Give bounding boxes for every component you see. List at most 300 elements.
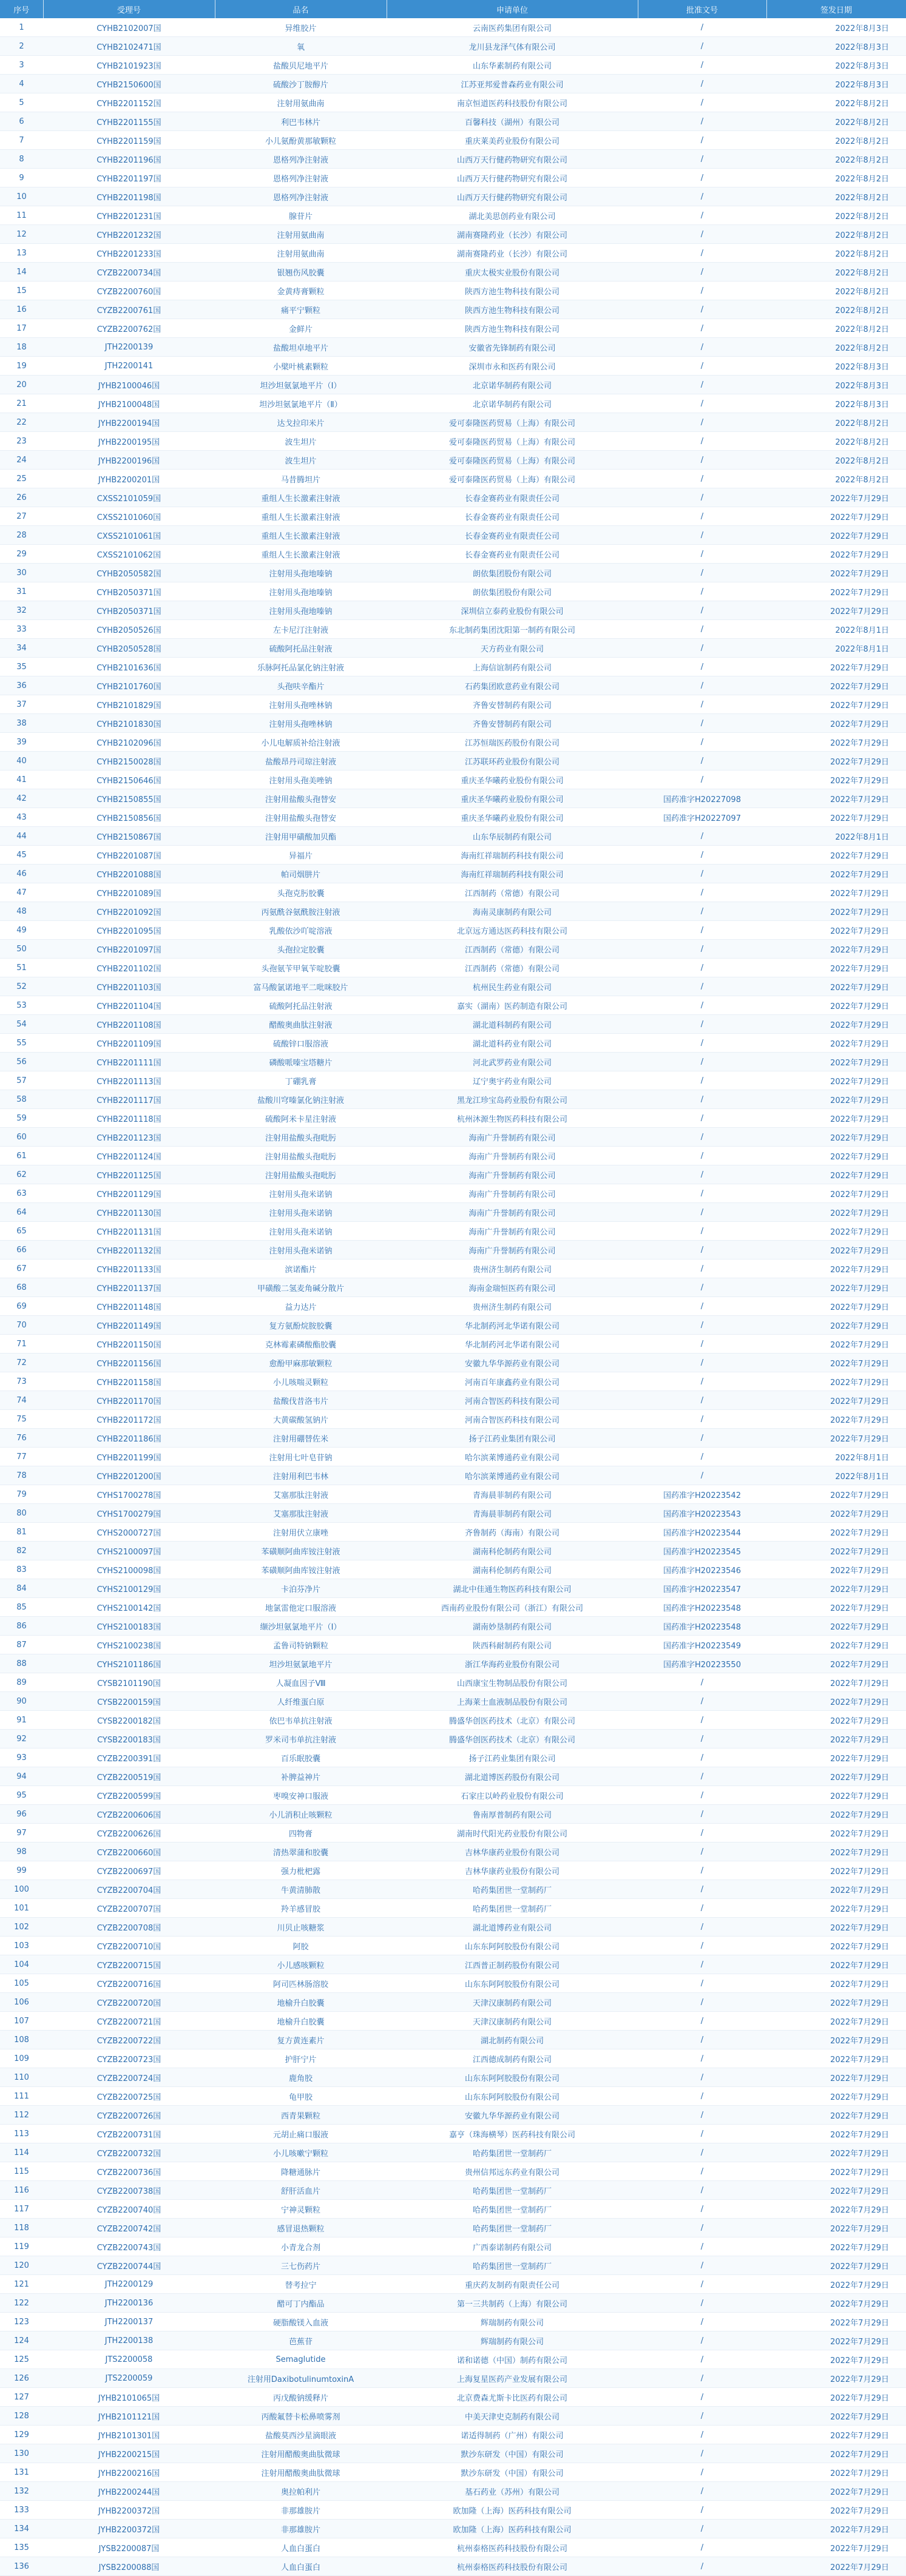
serial-cell: 48 <box>0 902 43 921</box>
acceptance-number-cell: CYHB2050371国 <box>43 601 215 620</box>
table-row <box>0 37 906 56</box>
product-name-cell: 丙戊酸钠缓释片 <box>215 2388 387 2407</box>
acceptance-number-cell: CYHB2201131国 <box>43 1222 215 1241</box>
acceptance-number-cell: JTS2200059 <box>43 2369 215 2388</box>
acceptance-number-cell: CYHB2050528国 <box>43 639 215 658</box>
acceptance-number-cell: CYHB2102096国 <box>43 733 215 752</box>
issue-date-cell: 2022年8月2日 <box>766 470 906 488</box>
applicant-cell: 海南金瑞恒医药有限公司 <box>387 1278 638 1297</box>
applicant-cell: 山东东阿阿胶股份有限公司 <box>387 1974 638 1993</box>
table-row <box>0 2012 906 2031</box>
issue-date-cell: 2022年7月29日 <box>766 2332 906 2350</box>
approval-number-cell: / <box>638 2162 766 2181</box>
issue-date-cell: 2022年7月29日 <box>766 1335 906 1354</box>
issue-date-cell: 2022年7月29日 <box>766 658 906 676</box>
table-row <box>0 2031 906 2049</box>
applicant-cell: 海南广升誉制药有限公司 <box>387 1241 638 1259</box>
approval-number-cell: / <box>638 1222 766 1241</box>
applicant-cell: 哈尔滨莱博通药业有限公司 <box>387 1466 638 1485</box>
issue-date-cell: 2022年8月2日 <box>766 93 906 112</box>
applicant-cell: 山东华素制药有限公司 <box>387 56 638 75</box>
acceptance-number-cell: CYHB2201118国 <box>43 1109 215 1128</box>
applicant-cell: 东北制药集团沈阳第一制药有限公司 <box>387 620 638 639</box>
acceptance-number-cell: CYHB2201133国 <box>43 1259 215 1278</box>
acceptance-number-cell: CYHB2050582国 <box>43 564 215 582</box>
approval-number-cell: 国药准字H20223545 <box>638 1542 766 1560</box>
product-name-cell: 富马酸氯诺地平二吡咪胶片 <box>215 977 387 996</box>
serial-cell: 115 <box>0 2162 43 2181</box>
serial-cell: 70 <box>0 1316 43 1335</box>
serial-cell: 100 <box>0 1880 43 1899</box>
applicant-cell: 杭州民生药业有限公司 <box>387 977 638 996</box>
issue-date-cell: 2022年7月29日 <box>766 977 906 996</box>
acceptance-number-cell: CYHB2201172国 <box>43 1410 215 1429</box>
serial-cell: 30 <box>0 564 43 582</box>
applicant-cell: 青海晨菲制药有限公司 <box>387 1504 638 1523</box>
approval-number-cell: 国药准字H20223542 <box>638 1485 766 1504</box>
issue-date-cell: 2022年8月3日 <box>766 37 906 56</box>
product-name-cell: 注射用醋酸奥曲肽微球 <box>215 2463 387 2482</box>
product-name-cell: 地榆升白胶囊 <box>215 2012 387 2031</box>
product-name-cell: 小青龙合剂 <box>215 2237 387 2256</box>
acceptance-number-cell: JYHB2200244国 <box>43 2482 215 2501</box>
table-row <box>0 1899 906 1918</box>
issue-date-cell: 2022年7月29日 <box>766 996 906 1015</box>
applicant-cell: 海南红祥瑞制药科技有限公司 <box>387 846 638 865</box>
table-row <box>0 1335 906 1354</box>
applicant-cell: 陕西方池生物科技有限公司 <box>387 319 638 338</box>
applicant-cell: 云南医药集团有限公司 <box>387 18 638 37</box>
table-row <box>0 2520 906 2538</box>
serial-cell: 107 <box>0 2012 43 2031</box>
approval-number-cell: / <box>638 1184 766 1203</box>
issue-date-cell: 2022年7月29日 <box>766 1354 906 1372</box>
acceptance-number-cell: CYHB2201152国 <box>43 93 215 112</box>
acceptance-number-cell: CYHB2201186国 <box>43 1429 215 1448</box>
product-name-cell: 舒肝活血片 <box>215 2181 387 2200</box>
issue-date-cell: 2022年7月29日 <box>766 2275 906 2294</box>
applicant-cell: 爱可泰隆医药贸易（上海）有限公司 <box>387 451 638 470</box>
applicant-cell: 长春金赛药业有限责任公司 <box>387 545 638 564</box>
table-row <box>0 1090 906 1109</box>
issue-date-cell: 2022年7月29日 <box>766 2181 906 2200</box>
issue-date-cell: 2022年7月29日 <box>766 902 906 921</box>
acceptance-number-cell: CYZB2200738国 <box>43 2181 215 2200</box>
product-name-cell: 宁神灵颗粒 <box>215 2200 387 2219</box>
acceptance-number-cell: CYHS2100098国 <box>43 1560 215 1579</box>
issue-date-cell: 2022年7月29日 <box>766 1692 906 1711</box>
issue-date-cell: 2022年8月2日 <box>766 319 906 338</box>
table-row <box>0 883 906 902</box>
product-name-cell: 注射用盐酸头孢替安 <box>215 789 387 808</box>
applicant-cell: 杭州泰格医药科技股份有限公司 <box>387 2538 638 2557</box>
serial-cell: 120 <box>0 2256 43 2275</box>
applicant-cell: 江苏恒瑞医药股份有限公司 <box>387 733 638 752</box>
serial-cell: 31 <box>0 582 43 601</box>
product-name-cell: 鹿角胶 <box>215 2068 387 2087</box>
issue-date-cell: 2022年8月1日 <box>766 1448 906 1466</box>
product-name-cell: 大黄碳酸氢钠片 <box>215 1410 387 1429</box>
approval-number-cell: / <box>638 1824 766 1843</box>
serial-cell: 73 <box>0 1372 43 1391</box>
serial-cell: 76 <box>0 1429 43 1448</box>
acceptance-number-cell: CYZB2200704国 <box>43 1880 215 1899</box>
serial-cell: 81 <box>0 1523 43 1542</box>
serial-cell: 75 <box>0 1410 43 1429</box>
table-row <box>0 131 906 150</box>
approval-number-cell: / <box>638 2200 766 2219</box>
acceptance-number-cell: JYHB2200196国 <box>43 451 215 470</box>
serial-cell: 57 <box>0 1071 43 1090</box>
table-row <box>0 1579 906 1598</box>
serial-cell: 14 <box>0 263 43 282</box>
table-row <box>0 1071 906 1090</box>
product-name-cell: 注射用氨曲南 <box>215 93 387 112</box>
issue-date-cell: 2022年8月2日 <box>766 187 906 206</box>
product-name-cell: 重组人生长激素注射液 <box>215 545 387 564</box>
approval-number-cell: / <box>638 2275 766 2294</box>
acceptance-number-cell: JYSB2200088国 <box>43 2557 215 2576</box>
product-name-cell: 替考拉宁 <box>215 2275 387 2294</box>
acceptance-number-cell: CYZB2200626国 <box>43 1824 215 1843</box>
approval-number-cell: / <box>638 959 766 977</box>
applicant-cell: 海南广升誉制药有限公司 <box>387 1184 638 1203</box>
issue-date-cell: 2022年8月1日 <box>766 827 906 846</box>
issue-date-cell: 2022年7月29日 <box>766 1184 906 1203</box>
serial-cell: 34 <box>0 639 43 658</box>
applicant-cell: 朗依集团股份有限公司 <box>387 582 638 601</box>
approval-number-cell: / <box>638 2520 766 2538</box>
applicant-cell: 江苏亚邦爱普森药业有限公司 <box>387 75 638 93</box>
applicant-cell: 海南广升誉制药有限公司 <box>387 1128 638 1147</box>
acceptance-number-cell: CYZB2200721国 <box>43 2012 215 2031</box>
approval-number-cell: / <box>638 714 766 733</box>
table-row <box>0 2219 906 2237</box>
issue-date-cell: 2022年7月29日 <box>766 2407 906 2426</box>
serial-cell: 112 <box>0 2106 43 2125</box>
product-name-cell: 小儿氨酚黄那敏颗粒 <box>215 131 387 150</box>
approval-number-cell: / <box>638 507 766 526</box>
issue-date-cell: 2022年7月29日 <box>766 1748 906 1767</box>
table-row <box>0 2444 906 2463</box>
product-name-cell: 磷酸哌嗪宝塔糖片 <box>215 1053 387 1071</box>
product-name-cell: 硬脂酸镁入血液 <box>215 2313 387 2332</box>
table-row <box>0 1147 906 1165</box>
acceptance-number-cell: CYHB2201097国 <box>43 940 215 959</box>
table-row <box>0 1504 906 1523</box>
approval-number-cell: / <box>638 1748 766 1767</box>
approval-number-cell: 国药准字H20223546 <box>638 1560 766 1579</box>
table-row <box>0 1523 906 1542</box>
approval-number-cell: 国药准字H20223549 <box>638 1636 766 1654</box>
issue-date-cell: 2022年7月29日 <box>766 770 906 789</box>
table-row <box>0 1466 906 1485</box>
serial-cell: 10 <box>0 187 43 206</box>
product-name-cell: 依巴韦单抗注射液 <box>215 1711 387 1730</box>
applicant-cell: 湖南赛隆药业（长沙）有限公司 <box>387 244 638 263</box>
acceptance-number-cell: CYHB2201170国 <box>43 1391 215 1410</box>
product-name-cell: 重组人生长激素注射液 <box>215 488 387 507</box>
issue-date-cell: 2022年7月29日 <box>766 2237 906 2256</box>
serial-cell: 96 <box>0 1805 43 1824</box>
table-row <box>0 1748 906 1767</box>
applicant-cell: 深圳市永和医药有限公司 <box>387 357 638 376</box>
serial-cell: 132 <box>0 2482 43 2501</box>
serial-cell: 23 <box>0 432 43 451</box>
product-name-cell: 盐酸伐昔洛韦片 <box>215 1391 387 1410</box>
applicant-cell: 安徽九华华源药业有限公司 <box>387 2106 638 2125</box>
serial-cell: 126 <box>0 2369 43 2388</box>
product-name-cell: 头孢氨苄甲氧苄啶胶囊 <box>215 959 387 977</box>
acceptance-number-cell: CYHS2100129国 <box>43 1579 215 1598</box>
serial-cell: 122 <box>0 2294 43 2313</box>
table-row <box>0 639 906 658</box>
acceptance-number-cell: CXSS2101060国 <box>43 507 215 526</box>
issue-date-cell: 2022年7月29日 <box>766 2426 906 2444</box>
applicant-cell: 齐鲁制药（海南）有限公司 <box>387 1523 638 1542</box>
serial-cell: 90 <box>0 1692 43 1711</box>
acceptance-number-cell: CYHS1700279国 <box>43 1504 215 1523</box>
product-name-cell: 盐酸坦卓地平片 <box>215 338 387 357</box>
applicant-cell: 哈药集团世一堂制药厂 <box>387 1899 638 1918</box>
applicant-cell: 长春金赛药业有限责任公司 <box>387 488 638 507</box>
table-row <box>0 1297 906 1316</box>
acceptance-number-cell: JTH2200141 <box>43 357 215 376</box>
acceptance-number-cell: CYHB2201148国 <box>43 1297 215 1316</box>
issue-date-cell: 2022年7月29日 <box>766 2256 906 2275</box>
table-row <box>0 394 906 413</box>
serial-cell: 2 <box>0 37 43 56</box>
issue-date-cell: 2022年7月29日 <box>766 1880 906 1899</box>
approval-number-cell: / <box>638 2369 766 2388</box>
applicant-cell: 上海莱士血液制品股份有限公司 <box>387 1692 638 1711</box>
acceptance-number-cell: CYZB2200519国 <box>43 1767 215 1786</box>
acceptance-number-cell: CYHB2201104国 <box>43 996 215 1015</box>
table-row <box>0 2388 906 2407</box>
acceptance-number-cell: JYHB2200215国 <box>43 2444 215 2463</box>
table-row <box>0 620 906 639</box>
serial-cell: 58 <box>0 1090 43 1109</box>
serial-cell: 110 <box>0 2068 43 2087</box>
acceptance-number-cell: CYZB2200740国 <box>43 2200 215 2219</box>
approval-number-cell: / <box>638 37 766 56</box>
approval-number-cell: / <box>638 770 766 789</box>
applicant-cell: 杭州沐源生物医药科技有限公司 <box>387 1109 638 1128</box>
approval-number-cell: / <box>638 18 766 37</box>
product-name-cell: 补脾益神片 <box>215 1767 387 1786</box>
applicant-cell: 辽宁奥宇药业有限公司 <box>387 1071 638 1090</box>
product-name-cell: 腺苷片 <box>215 206 387 225</box>
applicant-cell: 湖南时代阳光药业股份有限公司 <box>387 1824 638 1843</box>
serial-cell: 32 <box>0 601 43 620</box>
issue-date-cell: 2022年7月29日 <box>766 1485 906 1504</box>
serial-cell: 92 <box>0 1730 43 1748</box>
serial-cell: 105 <box>0 1974 43 1993</box>
issue-date-cell: 2022年7月29日 <box>766 1636 906 1654</box>
table-row <box>0 319 906 338</box>
applicant-cell: 河南百年康鑫药业有限公司 <box>387 1372 638 1391</box>
issue-date-cell: 2022年8月2日 <box>766 451 906 470</box>
issue-date-cell: 2022年8月2日 <box>766 150 906 169</box>
serial-cell: 12 <box>0 225 43 244</box>
product-name-cell: 地榆升白胶囊 <box>215 1993 387 2012</box>
issue-date-cell: 2022年8月2日 <box>766 244 906 263</box>
serial-cell: 134 <box>0 2520 43 2538</box>
applicant-cell: 长春金赛药业有限责任公司 <box>387 507 638 526</box>
issue-date-cell: 2022年7月29日 <box>766 1786 906 1805</box>
header-product-name: 品名 <box>215 0 387 18</box>
table-row <box>0 2143 906 2162</box>
table-row <box>0 714 906 733</box>
applicant-cell: 湖北道博药业有限公司 <box>387 1918 638 1937</box>
issue-date-cell: 2022年7月29日 <box>766 2125 906 2143</box>
acceptance-number-cell: JYHB2200195国 <box>43 432 215 451</box>
issue-date-cell: 2022年7月29日 <box>766 1955 906 1974</box>
applicant-cell: 海南广升誉制药有限公司 <box>387 1203 638 1222</box>
applicant-cell: 上海信谊制药有限公司 <box>387 658 638 676</box>
acceptance-number-cell: CYZB2200391国 <box>43 1748 215 1767</box>
issue-date-cell: 2022年7月29日 <box>766 2031 906 2049</box>
issue-date-cell: 2022年7月29日 <box>766 1128 906 1147</box>
applicant-cell: 深圳信立泰药业股份有限公司 <box>387 601 638 620</box>
issue-date-cell: 2022年7月29日 <box>766 1429 906 1448</box>
product-name-cell: 小檗叶桃素颗粒 <box>215 357 387 376</box>
acceptance-number-cell: CYZB2200726国 <box>43 2106 215 2125</box>
acceptance-number-cell: CYHB2201130国 <box>43 1203 215 1222</box>
approval-number-cell: 国药准字H20227097 <box>638 808 766 827</box>
product-name-cell: 非那雄胺片 <box>215 2520 387 2538</box>
acceptance-number-cell: CYSB2200159国 <box>43 1692 215 1711</box>
product-name-cell: 注射用甲磺酸加贝酯 <box>215 827 387 846</box>
serial-cell: 51 <box>0 959 43 977</box>
product-name-cell: 硫酸阿托品注射液 <box>215 639 387 658</box>
applicant-cell: 基石药业（苏州）有限公司 <box>387 2482 638 2501</box>
issue-date-cell: 2022年7月29日 <box>766 2162 906 2181</box>
product-name-cell: 波生坦片 <box>215 451 387 470</box>
approval-number-cell: / <box>638 1974 766 1993</box>
approval-number-cell: / <box>638 1165 766 1184</box>
serial-cell: 22 <box>0 413 43 432</box>
issue-date-cell: 2022年7月29日 <box>766 526 906 545</box>
issue-date-cell: 2022年7月29日 <box>766 1203 906 1222</box>
table-row <box>0 1354 906 1372</box>
issue-date-cell: 2022年7月29日 <box>766 1767 906 1786</box>
issue-date-cell: 2022年8月3日 <box>766 394 906 413</box>
issue-date-cell: 2022年8月3日 <box>766 18 906 37</box>
approval-number-cell: / <box>638 300 766 319</box>
table-row <box>0 1654 906 1673</box>
acceptance-number-cell: JTH2200137 <box>43 2313 215 2332</box>
serial-cell: 27 <box>0 507 43 526</box>
serial-cell: 26 <box>0 488 43 507</box>
table-row <box>0 1937 906 1955</box>
issue-date-cell: 2022年7月29日 <box>766 2200 906 2219</box>
issue-date-cell: 2022年7月29日 <box>766 2313 906 2332</box>
applicant-cell: 辉瑞制药有限公司 <box>387 2313 638 2332</box>
table-row <box>0 1767 906 1786</box>
table-row <box>0 1128 906 1147</box>
applicant-cell: 朗依集团股份有限公司 <box>387 564 638 582</box>
acceptance-number-cell: CYZB2200722国 <box>43 2031 215 2049</box>
approval-number-cell: / <box>638 1109 766 1128</box>
applicant-cell: 河南合智医药科技有限公司 <box>387 1391 638 1410</box>
table-row <box>0 1241 906 1259</box>
issue-date-cell: 2022年7月29日 <box>766 2538 906 2557</box>
acceptance-number-cell: CYHB2201111国 <box>43 1053 215 1071</box>
approval-number-cell: / <box>638 150 766 169</box>
approval-number-cell: / <box>638 1861 766 1880</box>
acceptance-number-cell: CXSS2101059国 <box>43 488 215 507</box>
applicant-cell: 腾盛华创医药技术（北京）有限公司 <box>387 1711 638 1730</box>
serial-cell: 60 <box>0 1128 43 1147</box>
product-name-cell: 波生坦片 <box>215 432 387 451</box>
product-name-cell: 头孢呋辛酯片 <box>215 676 387 695</box>
acceptance-number-cell: CYHB2201158国 <box>43 1372 215 1391</box>
applicant-cell: 天津汉康制药有限公司 <box>387 2012 638 2031</box>
approval-number-cell: / <box>638 2407 766 2426</box>
approval-number-cell: / <box>638 169 766 187</box>
acceptance-number-cell: CYZB2200731国 <box>43 2125 215 2143</box>
product-name-cell: 滨诺酯片 <box>215 1259 387 1278</box>
applicant-cell: 山西康宝生物制品股份有限公司 <box>387 1673 638 1692</box>
issue-date-cell: 2022年7月29日 <box>766 1391 906 1410</box>
product-name-cell: 硫酸锌口服溶液 <box>215 1034 387 1053</box>
product-name-cell: 百乐眠胶囊 <box>215 1748 387 1767</box>
issue-date-cell: 2022年7月29日 <box>766 2012 906 2031</box>
applicant-cell: 华北制药河北华诺有限公司 <box>387 1316 638 1335</box>
issue-date-cell: 2022年7月29日 <box>766 1617 906 1636</box>
serial-cell: 129 <box>0 2426 43 2444</box>
acceptance-number-cell: CYHB2201198国 <box>43 187 215 206</box>
product-name-cell: 降糖通脉片 <box>215 2162 387 2181</box>
approval-number-cell: / <box>638 93 766 112</box>
approval-number-cell: / <box>638 1805 766 1824</box>
product-name-cell: 恩格列净注射液 <box>215 169 387 187</box>
issue-date-cell: 2022年7月29日 <box>766 808 906 827</box>
serial-cell: 102 <box>0 1918 43 1937</box>
table-row <box>0 658 906 676</box>
serial-cell: 65 <box>0 1222 43 1241</box>
product-name-cell: 人血白蛋白 <box>215 2538 387 2557</box>
approval-number-cell: / <box>638 564 766 582</box>
product-name-cell: 甲磺酸二氢麦角碱分散片 <box>215 1278 387 1297</box>
acceptance-number-cell: CYHB2201113国 <box>43 1071 215 1090</box>
product-name-cell: 小儿咳嗽宁颗粒 <box>215 2143 387 2162</box>
approval-number-cell: / <box>638 676 766 695</box>
product-name-cell: 注射用盐酸头孢吡肟 <box>215 1165 387 1184</box>
table-row <box>0 2538 906 2557</box>
product-name-cell: 头孢克肟胶囊 <box>215 883 387 902</box>
serial-cell: 18 <box>0 338 43 357</box>
serial-cell: 118 <box>0 2219 43 2237</box>
applicant-cell: 山东东阿阿胶股份有限公司 <box>387 1937 638 1955</box>
issue-date-cell: 2022年7月29日 <box>766 1034 906 1053</box>
acceptance-number-cell: CYHB2201159国 <box>43 131 215 150</box>
product-name-cell: 四物膏 <box>215 1824 387 1843</box>
applicant-cell: 吉林华康药业股份有限公司 <box>387 1861 638 1880</box>
issue-date-cell: 2022年8月2日 <box>766 300 906 319</box>
product-name-cell: 注射用七叶皂苷钠 <box>215 1448 387 1466</box>
product-name-cell: 马昔腾坦片 <box>215 470 387 488</box>
serial-cell: 8 <box>0 150 43 169</box>
serial-cell: 135 <box>0 2538 43 2557</box>
issue-date-cell: 2022年7月29日 <box>766 564 906 582</box>
applicant-cell: 重庆圣华曦药业股份有限公司 <box>387 789 638 808</box>
serial-cell: 38 <box>0 714 43 733</box>
issue-date-cell: 2022年7月29日 <box>766 1372 906 1391</box>
product-name-cell: 苯磺顺阿曲库铵注射液 <box>215 1542 387 1560</box>
acceptance-number-cell: JTH2200136 <box>43 2294 215 2313</box>
